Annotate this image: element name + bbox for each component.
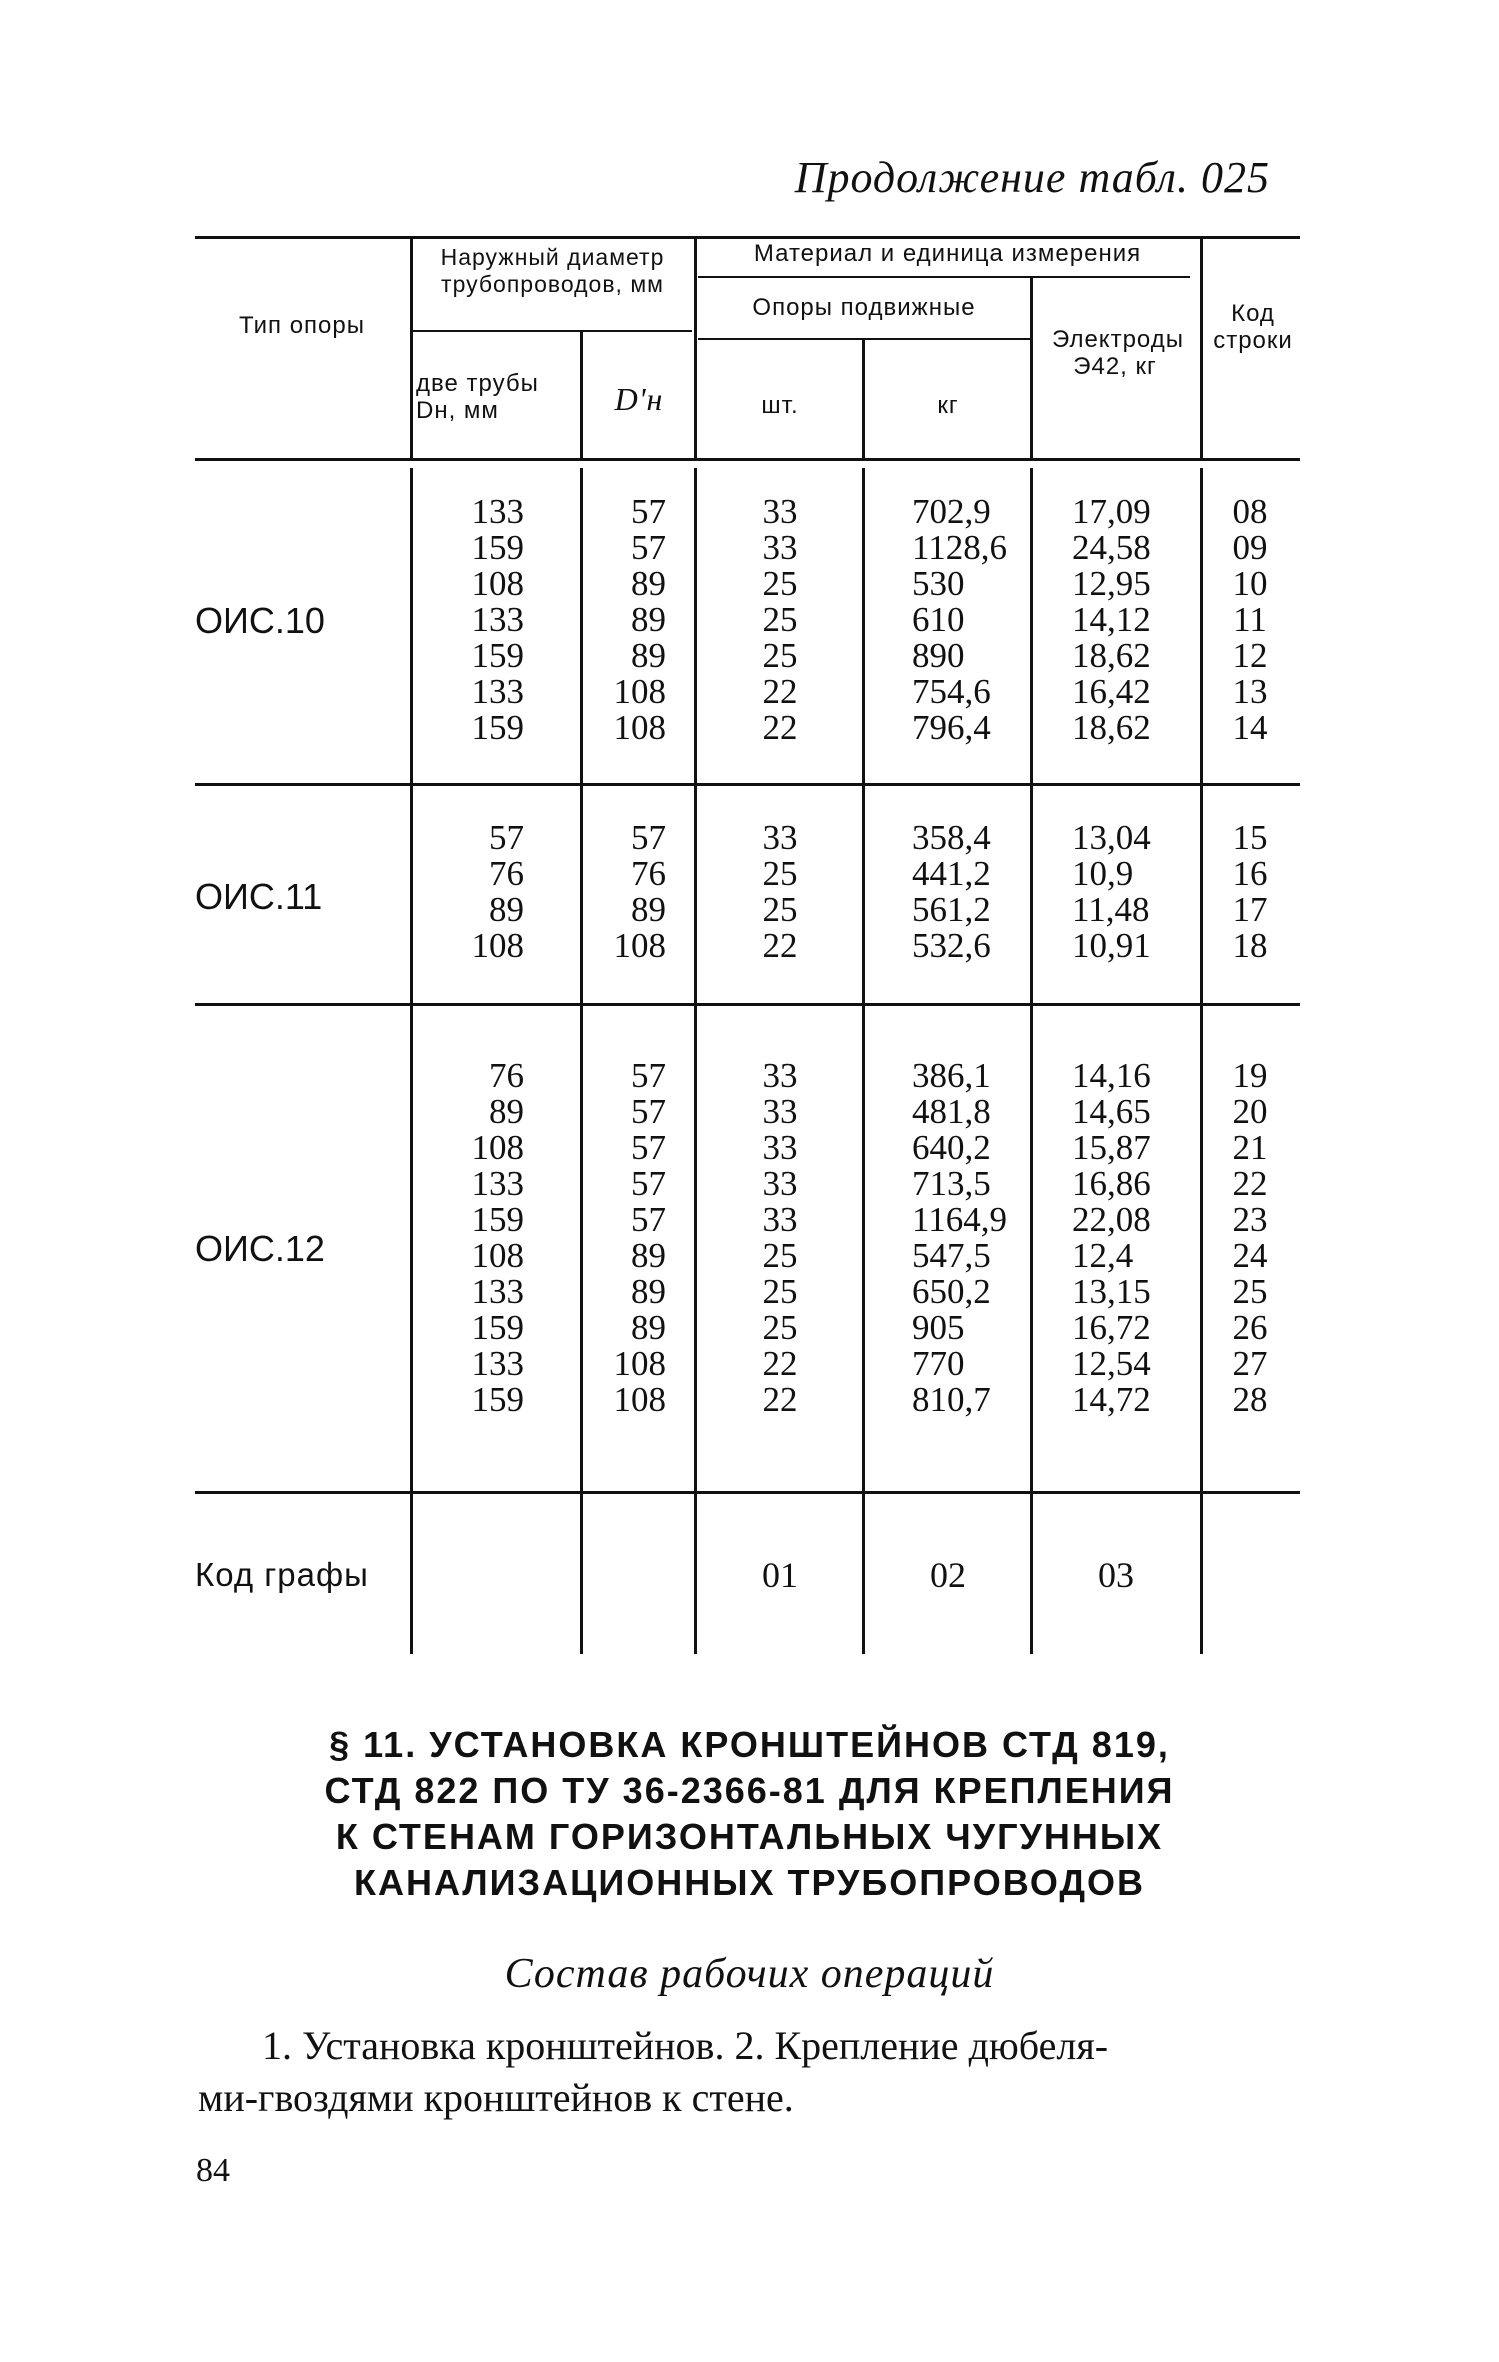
header-two-pipes: две трубы Dн, мм	[416, 370, 539, 424]
section-heading-line: КАНАЛИЗАЦИОННЫХ ТРУБОПРОВОДОВ	[353, 1862, 1145, 1903]
operations-title: Состав рабочих операций	[504, 1951, 995, 1997]
diam-sub-rule	[412, 330, 692, 332]
col-two-pipes: 76 89 108 133 159 108 133 159 133 159	[471, 1056, 524, 1419]
column-code-label: Код графы	[195, 1556, 369, 1593]
continuation-title: Продолжение табл. 025	[794, 153, 1270, 202]
column-code-01: 01	[762, 1555, 798, 1595]
group-divider-1	[195, 783, 1300, 786]
header-electrodes: Электроды Э42, кг	[1052, 326, 1184, 380]
col-row-code: 15 16 17 18	[1232, 818, 1268, 965]
page-number: 84	[196, 2152, 230, 2189]
col-kg: 358,4 441,2 561,2 532,6	[912, 818, 991, 965]
support-type-ois12: ОИС.12	[195, 1228, 325, 1269]
vrule-e-body	[1030, 468, 1033, 1654]
section-heading-line: К СТЕНАМ ГОРИЗОНТАЛЬНЫХ ЧУГУННЫХ	[335, 1816, 1164, 1857]
material-sub-rule	[698, 276, 1190, 278]
column-code-02: 02	[930, 1555, 966, 1595]
section-heading	[0, 1722, 1499, 1906]
vrule-c-header	[694, 236, 697, 458]
operations-text-line-1: 1. Установка кронштейнов. 2. Крепление дюбеля-	[262, 2023, 1109, 2068]
col-kg: 702,9 1128,6 530 610 890 754,6 796,4	[912, 492, 1007, 747]
header-dn-prime: D'н	[614, 381, 664, 417]
header-bottom-rule	[195, 458, 1300, 461]
table-top-rule	[195, 236, 1300, 239]
vrule-b-header	[580, 332, 583, 458]
header-kg: кг	[937, 392, 959, 419]
operations-text-line-2: ми-гвоздями кронштейнов к стене.	[198, 2075, 794, 2120]
col-electrodes: 13,04 10,9 11,48 10,91	[1072, 818, 1151, 965]
support-type-ois10: ОИС.10	[195, 600, 325, 641]
col-pcs: 33 33 25 25 25 22 22	[762, 492, 798, 747]
header-movable: Опоры подвижные	[752, 294, 976, 321]
header-type: Тип опоры	[239, 312, 365, 339]
vrule-b-body	[580, 468, 583, 1654]
group-divider-2	[195, 1003, 1300, 1006]
vrule-a-body	[410, 468, 413, 1654]
header-material: Материал и единица измерения	[753, 240, 1142, 267]
support-type-ois11: ОИС.11	[195, 876, 323, 917]
vrule-d-body	[862, 468, 865, 1654]
col-electrodes: 14,16 14,65 15,87 16,86 22,08 12,4 13,15 16,72 12,54 14,72	[1072, 1056, 1151, 1419]
col-kg: 386,1 481,8 640,2 713,5 1164,9 547,5 650,2 905 770 810,7	[912, 1056, 1007, 1419]
col-pcs: 33 33 33 33 33 25 25 25 22 22	[762, 1056, 798, 1419]
vrule-a-header	[410, 236, 413, 458]
vrule-f-body	[1200, 468, 1203, 1654]
section-heading-line: СТД 822 ПО ТУ 36-2366-81 ДЛЯ КРЕПЛЕНИЯ	[324, 1770, 1175, 1811]
col-row-code: 19 20 21 22 23 24 25 26 27 28	[1232, 1056, 1268, 1419]
col-row-code: 08 09 10 11 12 13 14	[1232, 492, 1268, 747]
col-electrodes: 17,09 24,58 12,95 14,12 18,62 16,42 18,62	[1072, 492, 1151, 747]
column-code-03: 03	[1098, 1555, 1134, 1595]
col-two-pipes: 133 159 108 133 159 133 159	[471, 492, 524, 747]
header-outer-diameter: Наружный диаметр трубопроводов, мм	[440, 244, 665, 297]
col-dn-prime: 57 57 57 57 57 89 89 89 108 108	[613, 1056, 666, 1419]
group-divider-3	[195, 1491, 1300, 1494]
header-row-code: Код строки	[1213, 300, 1293, 354]
section-heading-line: § 11. УСТАНОВКА КРОНШТЕЙНОВ СТД 819,	[329, 1724, 1170, 1765]
vrule-d-header	[862, 340, 865, 458]
col-dn-prime: 57 57 89 89 89 108 108	[613, 492, 666, 747]
vrule-e-header	[1030, 278, 1033, 458]
vrule-c-body	[694, 468, 697, 1654]
vrule-f-header	[1200, 236, 1203, 458]
col-pcs: 33 25 25 22	[762, 818, 798, 965]
col-two-pipes: 57 76 89 108	[471, 818, 524, 965]
col-dn-prime: 57 76 89 108	[613, 818, 666, 965]
header-pcs: шт.	[761, 392, 799, 419]
